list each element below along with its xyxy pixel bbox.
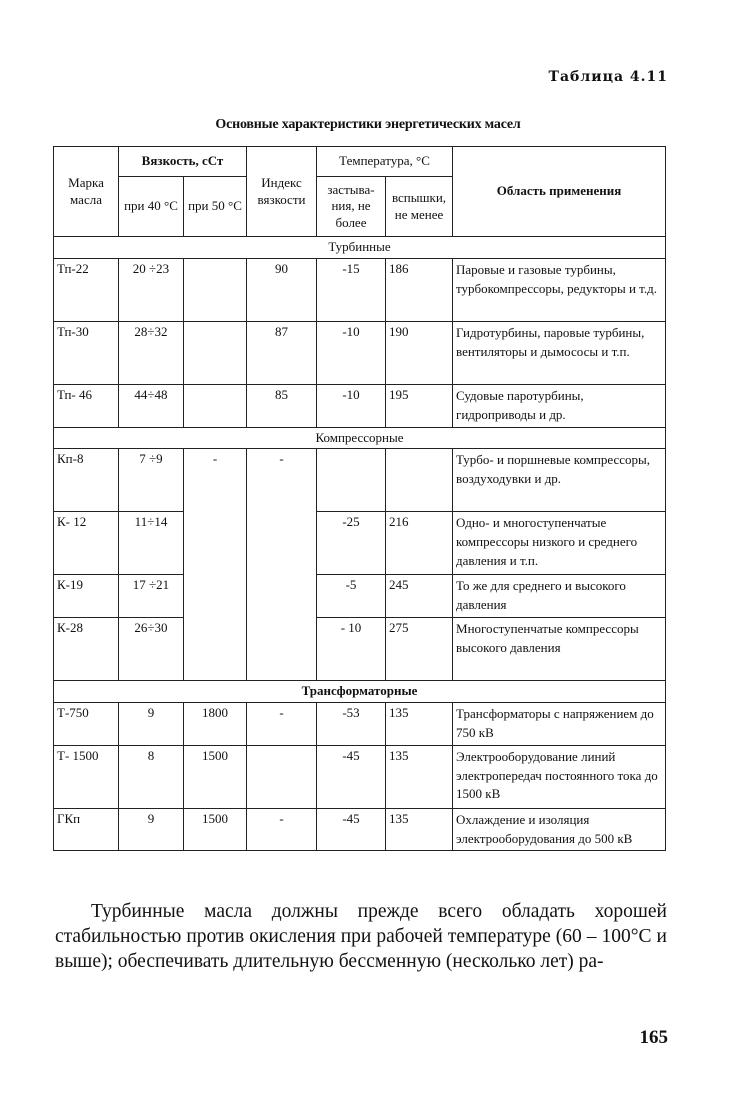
table-row [54, 258, 666, 321]
header-flash: вспышки, не менее [386, 177, 453, 237]
cell-flash: 195 [386, 384, 453, 427]
header-solidification: застыва-ния, не более [317, 177, 386, 237]
cell-mark: Тп-22 [54, 258, 119, 321]
cell-mark: Кп-8 [54, 449, 119, 512]
cell-area: Одно- и многоступенчатые компрессоры низкого и среднего давления и т.п. [453, 512, 666, 575]
cell-v50 [184, 384, 247, 427]
cell-index: - [247, 449, 317, 681]
cell-solid: -45 [317, 745, 386, 808]
cell-solid: - 10 [317, 618, 386, 681]
cell-mark: К- 12 [54, 512, 119, 575]
header-area: Область применения [453, 147, 666, 237]
header-viscosity: Вязкость, сСт [119, 147, 247, 177]
cell-v40: 26÷30 [119, 618, 184, 681]
cell-index: 90 [247, 258, 317, 321]
cell-v40: 20 ÷23 [119, 258, 184, 321]
cell-v40: 44÷48 [119, 384, 184, 427]
cell-area: Паровые и газовые турбины, турбокомпрессоры, редукторы и т.д. [453, 258, 666, 321]
table-number: Таблица 4.11 [548, 69, 668, 85]
cell-flash: 216 [386, 512, 453, 575]
header-temperature: Температура, °С [317, 147, 453, 177]
cell-mark: К-19 [54, 575, 119, 618]
cell-mark: К-28 [54, 618, 119, 681]
cell-solid: -10 [317, 321, 386, 384]
cell-area: Электрооборудование линий электропередач постоянного тока до 1500 кВ [453, 745, 666, 808]
section-compressor [54, 427, 666, 681]
cell-v40: 28÷32 [119, 321, 184, 384]
cell-flash: 135 [386, 808, 453, 851]
cell-solid: -10 [317, 384, 386, 427]
paragraph-text: Турбинные масла должны прежде всего обладать хорошей стабильностью против окисления при рабочей температуре (60 – 100°С и выше); обеспечивать длительную бессменную (несколько лет) ра- [55, 901, 667, 972]
cell-area: Судовые паротурбины, гидроприводы и др. [453, 384, 666, 427]
table-row [54, 745, 666, 808]
cell-v40: 11÷14 [119, 512, 184, 575]
table-caption: Основные характеристики энергетических масел [215, 117, 521, 132]
cell-v40: 8 [119, 745, 184, 808]
section-title: Трансформаторные [54, 681, 666, 703]
header-mark: Марка масла [54, 147, 119, 237]
header-visc-40: при 40 °С [119, 177, 184, 237]
table-row [54, 575, 666, 618]
section-transformer [54, 681, 666, 851]
table-row [54, 512, 666, 575]
section-title: Турбинные [54, 237, 666, 259]
cell-area: Трансформаторы с напряжением до 750 кВ [453, 703, 666, 746]
cell-mark: ГКп [54, 808, 119, 851]
table-row [54, 384, 666, 427]
page-number: 165 [639, 1027, 668, 1048]
section-title: Компрессорные [54, 427, 666, 449]
cell-mark: Т-750 [54, 703, 119, 746]
cell-area: Гидротурбины, паровые турбины, вентиляторы и дымососы и т.п. [453, 321, 666, 384]
cell-flash: 135 [386, 745, 453, 808]
cell-area: То же для среднего и высокого давления [453, 575, 666, 618]
cell-v50: 1800 [184, 703, 247, 746]
table-row [54, 321, 666, 384]
cell-mark: Т- 1500 [54, 745, 119, 808]
cell-index: - [247, 808, 317, 851]
cell-v40: 7 ÷9 [119, 449, 184, 512]
cell-solid: -53 [317, 703, 386, 746]
cell-flash: 275 [386, 618, 453, 681]
cell-v50: 1500 [184, 745, 247, 808]
cell-solid [317, 449, 386, 512]
header-index: Индекс вязкости [247, 147, 317, 237]
table-row [54, 703, 666, 746]
body-paragraph [55, 899, 667, 974]
cell-v40: 9 [119, 808, 184, 851]
cell-area: Турбо- и поршневые компрессоры, воздуходувки и др. [453, 449, 666, 512]
cell-flash: 135 [386, 703, 453, 746]
cell-v50 [184, 321, 247, 384]
section-turbine [54, 237, 666, 428]
cell-v40: 9 [119, 703, 184, 746]
cell-v50: - [184, 449, 247, 681]
cell-area: Охлаждение и изоляция электрооборудования до 500 кВ [453, 808, 666, 851]
cell-v50: 1500 [184, 808, 247, 851]
cell-flash: 245 [386, 575, 453, 618]
cell-flash: 186 [386, 258, 453, 321]
cell-flash: 190 [386, 321, 453, 384]
header-visc-50: при 50 °С [184, 177, 247, 237]
table-row [54, 808, 666, 851]
cell-solid: -5 [317, 575, 386, 618]
cell-index: 87 [247, 321, 317, 384]
cell-flash [386, 449, 453, 512]
cell-solid: -25 [317, 512, 386, 575]
table-header [54, 147, 666, 237]
cell-mark: Тп- 46 [54, 384, 119, 427]
cell-index: 85 [247, 384, 317, 427]
cell-solid: -15 [317, 258, 386, 321]
cell-v50 [184, 258, 247, 321]
cell-index [247, 745, 317, 808]
cell-solid: -45 [317, 808, 386, 851]
table-row [54, 618, 666, 681]
cell-mark: Тп-30 [54, 321, 119, 384]
oils-table [53, 146, 666, 851]
cell-area: Многоступенчатые компрессоры высокого давления [453, 618, 666, 681]
table-row [54, 449, 666, 512]
cell-v40: 17 ÷21 [119, 575, 184, 618]
cell-index: - [247, 703, 317, 746]
